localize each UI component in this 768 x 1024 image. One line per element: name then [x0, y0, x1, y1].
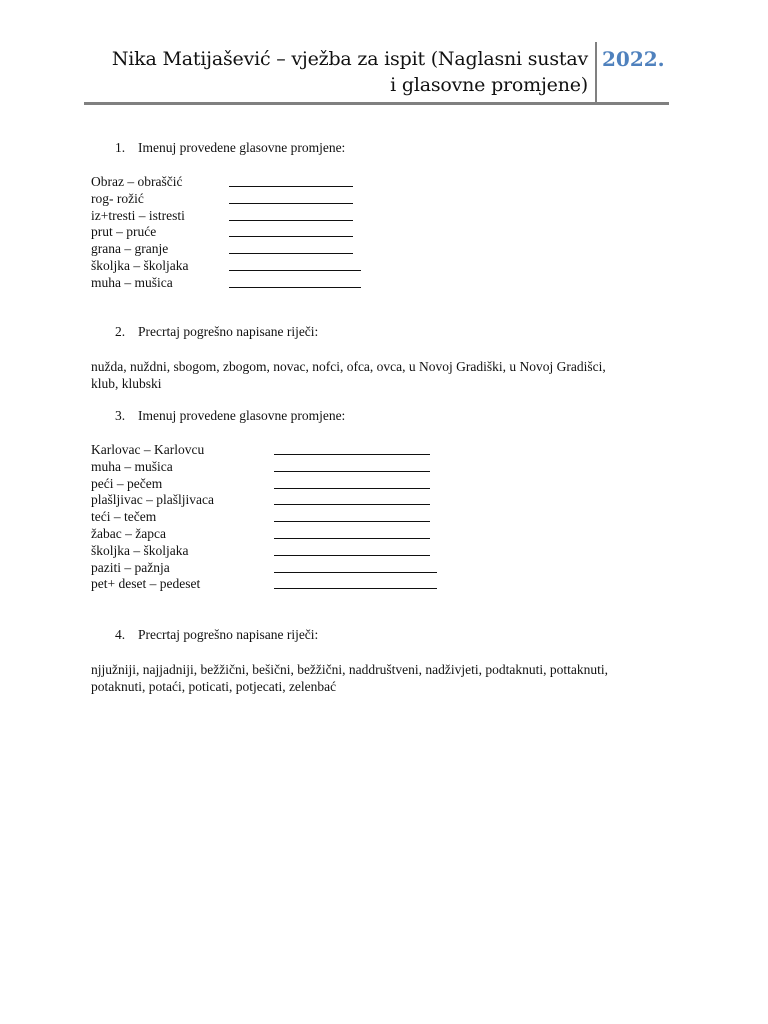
list-item — [91, 543, 214, 560]
list-item — [91, 526, 214, 543]
question-number: 1. — [115, 140, 126, 155]
question-1-title — [115, 140, 345, 156]
answer-blank[interactable] — [274, 588, 437, 589]
question-number: 2. — [115, 324, 126, 339]
list-item — [91, 258, 189, 275]
word-pair: Obraz – obraščić — [91, 174, 183, 189]
word-pair: školjka – školjaka — [91, 257, 189, 273]
word-pair: paziti – pažnja — [91, 559, 170, 575]
answer-blank[interactable] — [229, 287, 361, 288]
answer-blank[interactable] — [274, 572, 437, 573]
list-item — [91, 208, 189, 225]
list-item — [91, 459, 214, 476]
title-line-2: i glasovne promjene) — [390, 74, 588, 96]
answer-blank[interactable] — [229, 186, 353, 187]
list-item — [91, 509, 214, 526]
word-pair: iz+tresti – istresti — [91, 207, 185, 223]
word-pair: muha – mušica — [91, 274, 173, 290]
word-pair: peći – pečem — [91, 475, 163, 491]
title-line-1: Nika Matijašević – vježba za ispit (Naglasni sustav — [111, 48, 588, 70]
answer-blank[interactable] — [229, 203, 353, 204]
answer-blank[interactable] — [274, 521, 430, 522]
document-header — [84, 42, 669, 102]
list-item — [91, 224, 189, 241]
list-item — [91, 560, 214, 577]
question-4-words: njjužniji, najjadniji, bežžični, bešični, bežžični, naddruštveni, nadživjeti, podtaknuti, pottaknuti, potaknuti, potaći, poticati, potjecati, zelenbać — [91, 662, 608, 694]
word-pair: plašljivac – plašljivaca — [91, 492, 214, 508]
word-pair: Karlovac – Karlovcu — [91, 442, 205, 457]
question-text: Imenuj provedene glasovne promjene: — [138, 140, 346, 155]
list-item — [91, 492, 214, 509]
question-text: Imenuj provedene glasovne promjene: — [138, 408, 346, 423]
list-item — [91, 191, 189, 208]
answer-blank[interactable] — [229, 236, 353, 237]
header-year: 2022. — [602, 47, 665, 71]
question-4-title — [115, 627, 318, 643]
question-1-list — [91, 174, 189, 292]
question-number: 3. — [115, 408, 126, 423]
list-item — [91, 241, 189, 258]
word-pair: žabac – žapca — [91, 525, 166, 541]
question-number: 4. — [115, 627, 126, 642]
answer-blank[interactable] — [229, 270, 361, 271]
answer-blank[interactable] — [274, 555, 430, 556]
word-pair: grana – granje — [91, 241, 169, 257]
word-pair: teći – tečem — [91, 509, 157, 525]
list-item — [91, 576, 214, 593]
list-item — [91, 275, 189, 292]
header-divider — [595, 42, 597, 102]
word-pair: rog- rožić — [91, 190, 144, 206]
answer-blank[interactable] — [274, 454, 430, 455]
question-3-list — [91, 442, 214, 593]
answer-blank[interactable] — [274, 488, 430, 489]
word-pair: prut – pruće — [91, 224, 157, 240]
list-item — [91, 476, 214, 493]
word-pair: muha – mušica — [91, 458, 173, 474]
answer-blank[interactable] — [229, 253, 353, 254]
list-item — [91, 442, 214, 459]
question-2-words: nužda, nuždni, sbogom, zbogom, novac, nofci, ofca, ovca, u Novoj Gradiški, u Novoj Gradišci, klub, klubski — [91, 359, 606, 391]
answer-blank[interactable] — [274, 471, 430, 472]
word-pair: školjka – školjaka — [91, 542, 189, 558]
answer-blank[interactable] — [229, 220, 353, 221]
question-text: Precrtaj pogrešno napisane riječi: — [138, 324, 319, 339]
answer-blank[interactable] — [274, 504, 430, 505]
question-2-title — [115, 324, 318, 340]
answer-blank[interactable] — [274, 538, 430, 539]
question-text: Precrtaj pogrešno napisane riječi: — [138, 627, 319, 642]
list-item — [91, 174, 189, 191]
question-3-title — [115, 408, 345, 424]
word-pair: pet+ deset – pedeset — [91, 576, 201, 592]
document-title — [84, 46, 588, 98]
header-rule — [84, 102, 669, 105]
